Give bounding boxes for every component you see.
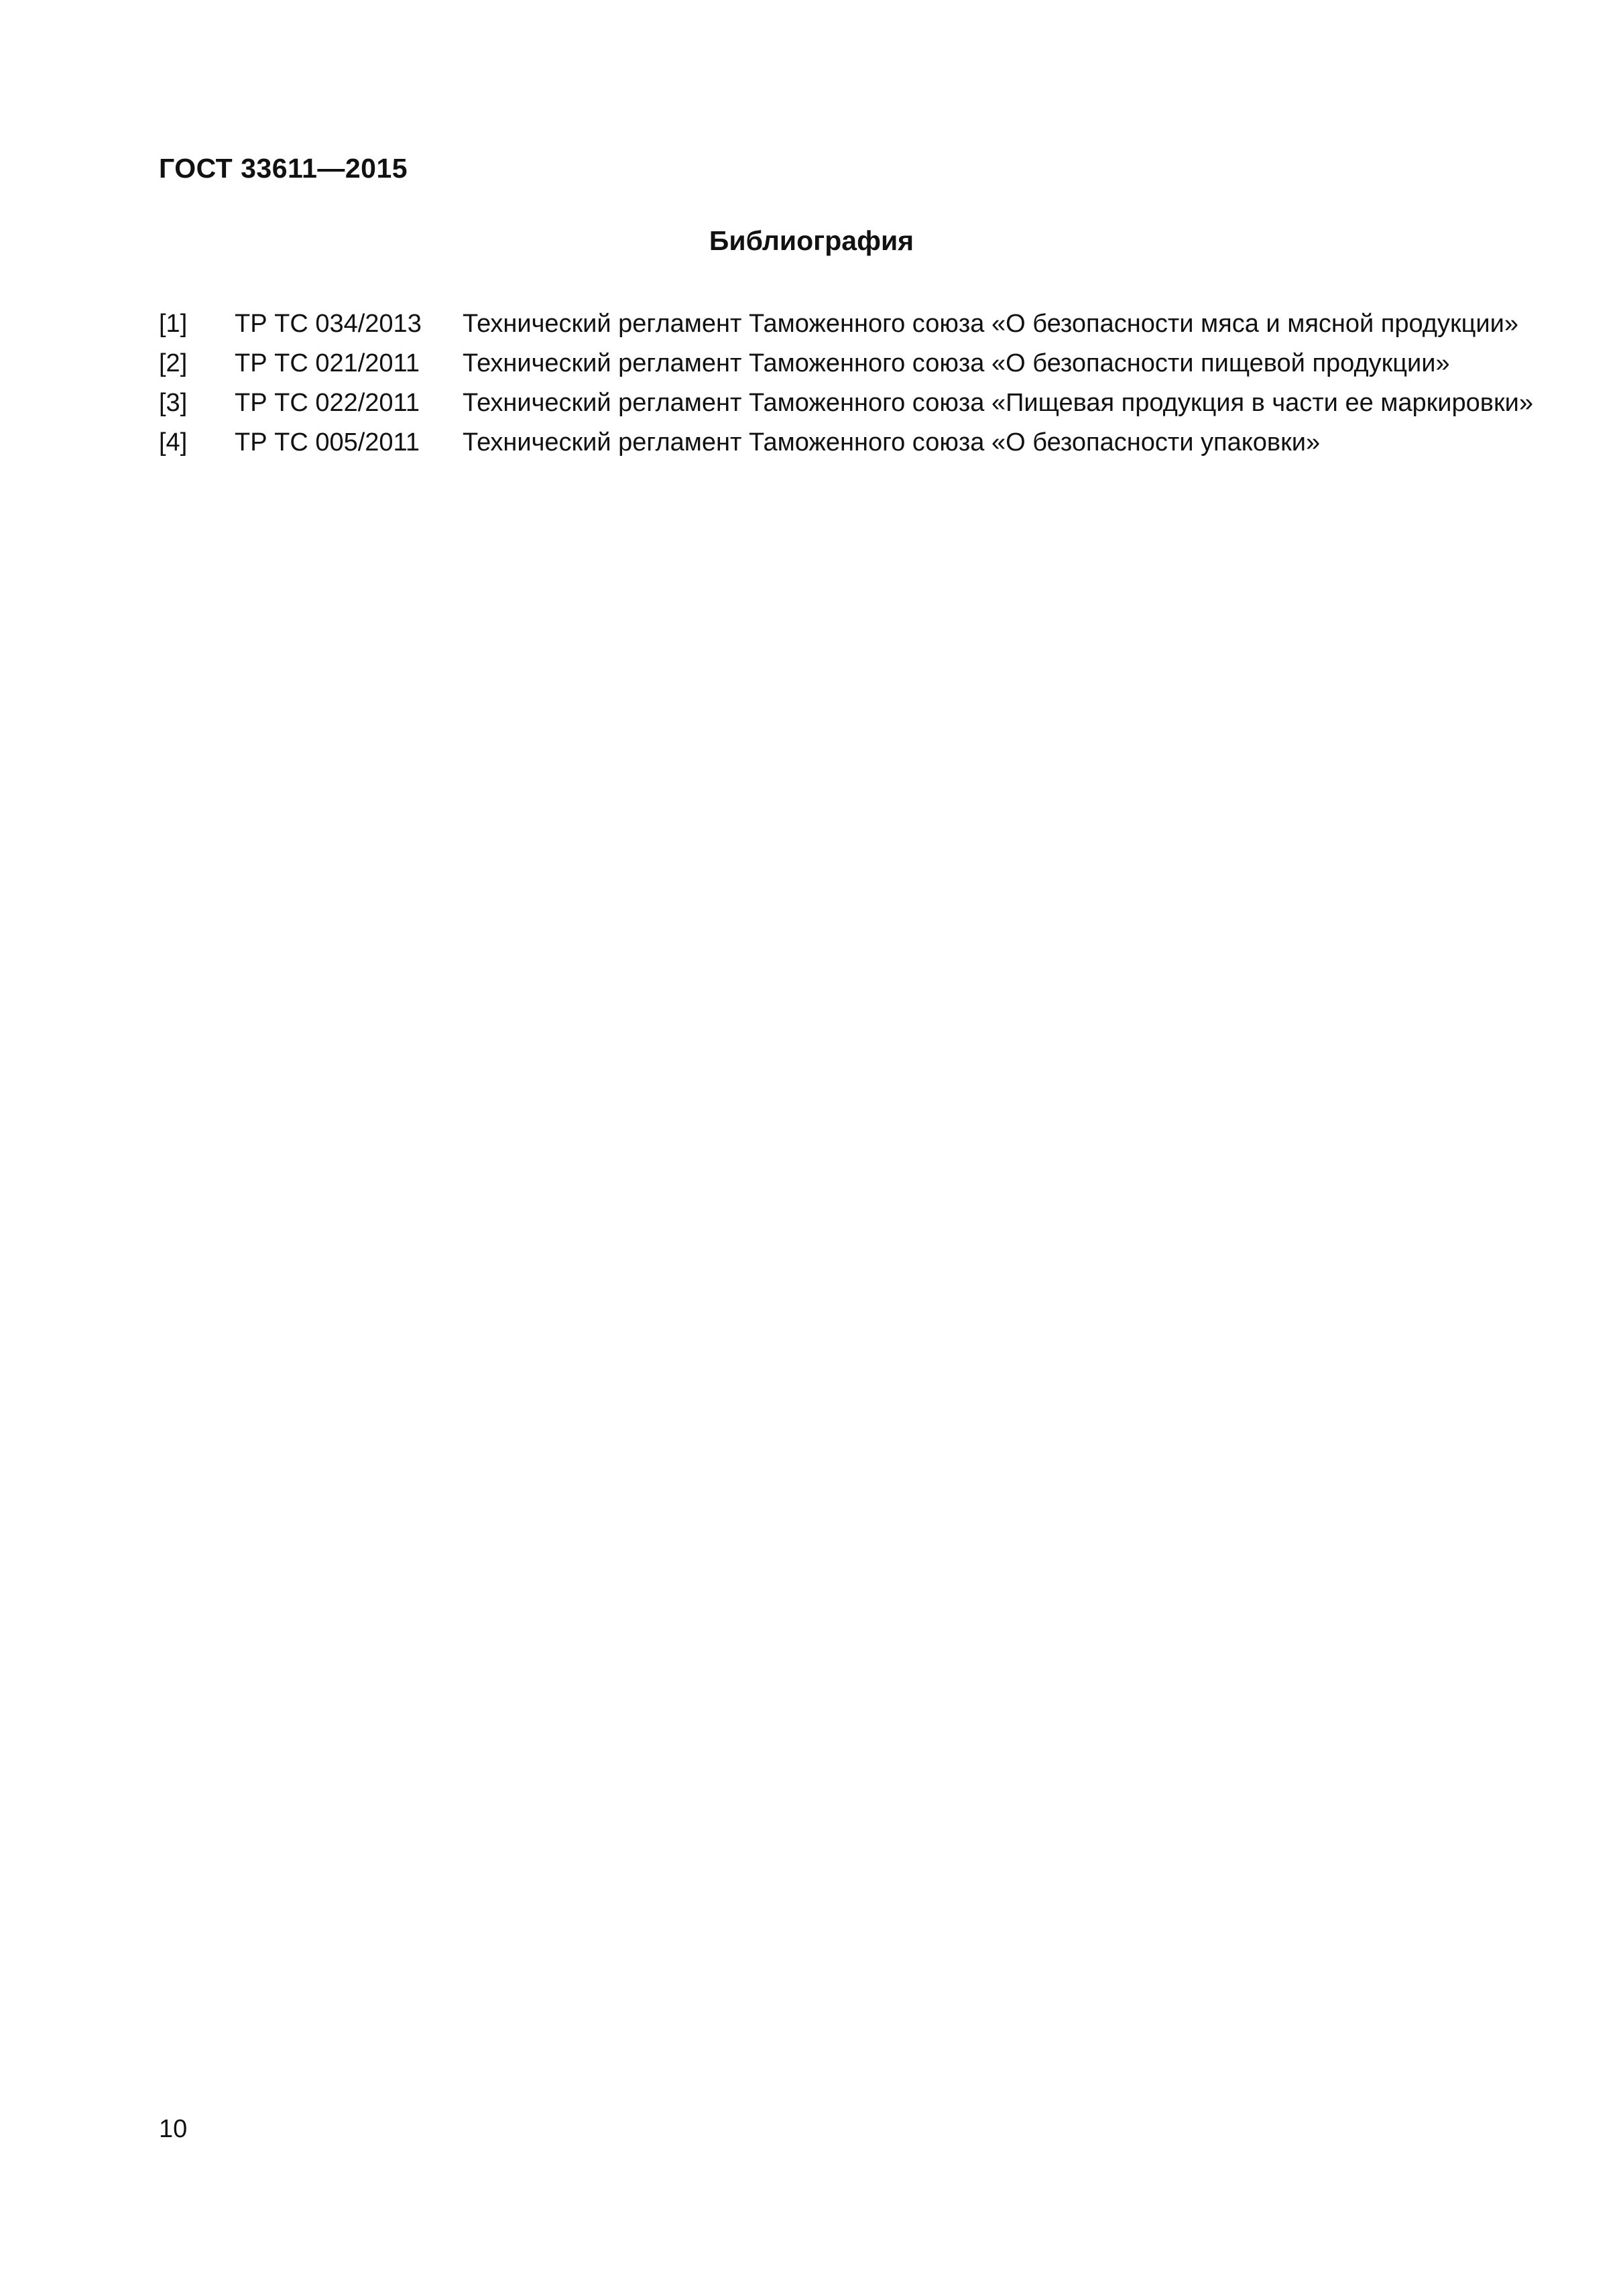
- bibliography-number: [4]: [159, 428, 188, 457]
- bibliography-item: [159, 385, 1533, 424]
- bibliography-title: Технический регламент Таможенного союза «О безопасности пищевой продукции»: [463, 349, 1450, 377]
- page-number: 10: [159, 2115, 188, 2143]
- bibliography-title: Технический регламент Таможенного союза «Пищевая продукция в части ее маркировки»: [463, 389, 1533, 417]
- bibliography-number: [2]: [159, 349, 188, 377]
- bibliography-code: ТР ТС 005/2011: [235, 428, 420, 457]
- bibliography-item: [159, 306, 1518, 345]
- bibliography-item: [159, 424, 1500, 464]
- bibliography-code: ТР ТС 022/2011: [235, 389, 420, 417]
- bibliography-item: [159, 345, 1500, 385]
- bibliography-title: Технический регламент Таможенного союза «О безопасности мяса и мясной продукции»: [463, 310, 1518, 338]
- bibliography-title: Технический регламент Таможенного союза «О безопасности упаковки»: [463, 428, 1321, 457]
- document-code: ГОСТ 33611—2015: [159, 153, 408, 184]
- bibliography-number: [1]: [159, 310, 188, 338]
- bibliography-number: [3]: [159, 389, 188, 417]
- bibliography-list: [159, 306, 1533, 464]
- bibliography-code: ТР ТС 034/2013: [235, 310, 422, 338]
- section-title: Библиография: [709, 225, 914, 256]
- bibliography-code: ТР ТС 021/2011: [235, 349, 420, 377]
